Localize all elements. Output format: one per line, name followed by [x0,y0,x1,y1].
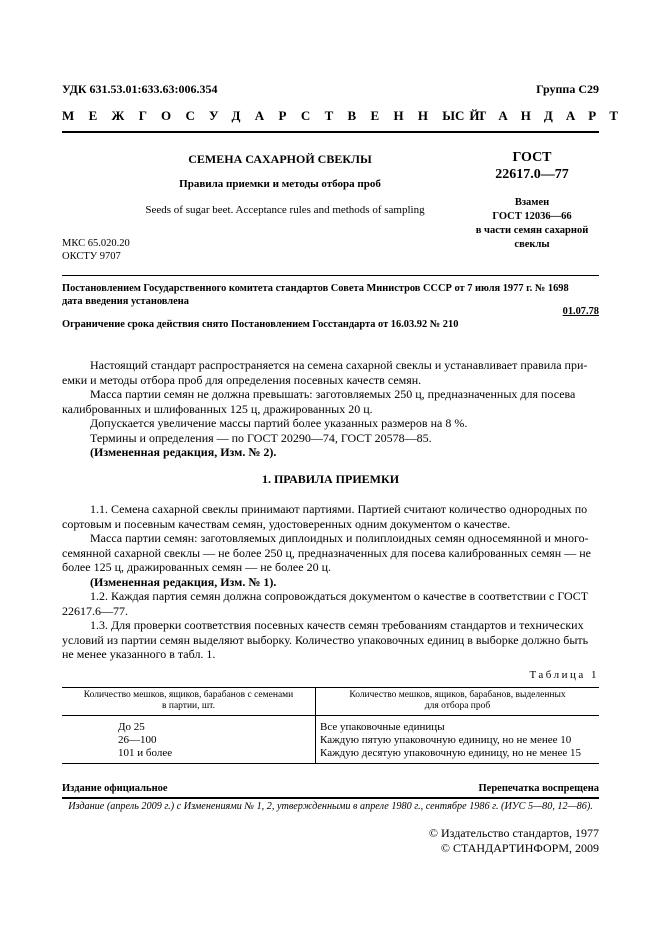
table-row: 26—100 [118,734,157,746]
table1-top-rule [62,687,599,688]
intro-text [62,358,599,460]
banner-interstate: МЕЖГОСУДАРСТВЕННЫЙ [62,108,494,123]
replaces-note: в части семян сахарной [475,225,589,236]
udk-code: УДК 631.53.01:633.63:006.354 [62,82,218,96]
table1-header-sample-line1: Количество мешков, ящиков, барабанов, выделенных [349,690,566,700]
limit-removed-note: Ограничение срока действия снято Постановлением Госстандарта от 16.03.92 № 210 [62,319,459,330]
intro-p4: Термины и определения — по ГОСТ 20290—74, ГОСТ 20578—85. [90,430,432,445]
table-row: 101 и более [118,747,173,759]
doc-title-en: Seeds of sugar beet. Acceptance rules and methods of sampling [145,204,425,216]
doc-title: СЕМЕНА САХАРНОЙ СВЕКЛЫ [188,152,372,166]
table1-header-sample [316,690,599,712]
clause-1-2-line1: 1.2. Каждая партия семян должна сопровождаться документом о качестве в соответствии с ГОСТ [90,589,589,603]
intro-p3: Допускается увеличение массы партий более указанных размеров на 8 %. [90,416,468,430]
decree-text: Постановлением Государственного комитета стандартов Совета Министров СССР от 7 июля 1977 г. № 1698 [62,283,569,294]
intro-amendment: (Измененная редакция, Изм. № 2). [90,445,277,459]
title-rule [62,275,599,276]
clause-1-1-line4: семянной сахарной свеклы — не более 250 ц, предназначенных для посева калиброванных семян — не [62,545,591,560]
table-row: Все упаковочные единицы [320,721,445,733]
table1-col-sample [320,721,581,760]
replaces-gost: ГОСТ 12036—66 [492,211,572,222]
gost-label: ГОСТ [512,150,552,165]
table-row: Каждую пятую упаковочную единицу, но не менее 10 [320,734,572,746]
table1-header-rule [62,715,599,716]
table1-header-quantity-line1: Количество мешков, ящиков, барабанов с семенами [83,690,294,700]
replaces-label: Взамен [514,197,550,208]
clause-1-1-line1: 1.1. Семена сахарной свеклы принимают партиями. Партией считают количество однородных по [90,502,588,516]
clause-1-1-line3: Масса партии семян: заготовляемых диплоидных и полиплоидных семян односемянной и много- [90,531,589,545]
reprint-prohibited: Перепечатка воспрещена [478,783,599,794]
table1-header-quantity [62,690,315,712]
mks-code: МКС 65.020.20 [62,238,130,249]
intro-date: 01.07.78 [562,306,599,317]
table-row: До 25 [118,721,145,733]
gost-number: 22617.0—77 [495,167,569,182]
banner-standard: СТАНДАРТ [455,108,632,123]
table-row: Каждую десятую упаковочную единицу, но не менее 15 [320,747,582,759]
section1-text [62,502,599,662]
clause-1-1-line5: более 125 ц, дражированных семян — не более 20 ц. [62,560,331,574]
footer-rule [62,797,599,799]
decree-intro-date-label: дата введения установлена [62,296,189,307]
intro-p1-line2: емки и методы отбора проб для определения посевных качеств семян. [62,372,422,387]
clause-1-1-amendment: (Измененная редакция, Изм. № 1). [90,574,277,589]
clause-1-3-line3: не менее указанного в табл. 1. [62,647,216,661]
official-edition: Издание официальное [62,783,168,794]
copyright-standartinform: © СТАНДАРТИНФОРМ, 2009 [440,841,599,855]
table1-col-quantity [118,721,172,760]
clause-1-3-line1: 1.3. Для проверки соответствия посевных качеств семян требованиям стандартов и технических [90,618,584,632]
table1-caption: Таблица 1 [529,669,599,681]
clause-1-2-line2: 22617.6—77. [62,603,128,618]
intro-p1-line1: Настоящий стандарт распространяется на семена сахарной свеклы и устанавливает правила при- [90,358,588,372]
clause-1-1-line2: сортовым и посевным качествам семян, удостоверенных одним документом о качестве. [62,516,511,531]
doc-subtitle: Правила приемки и методы отбора проб [179,178,381,190]
table1-bottom-rule [62,763,599,764]
okstu-code: ОКСТУ 9707 [62,251,121,262]
clause-1-3-line2: условий из партии семян выделяют выборку. Количество упаковочных единиц в выборке должно быть [62,632,589,647]
replaces-note-2: свеклы [514,239,550,250]
intro-p2-line2: калиброванных и шлифованных 125 ц, дражированных 20 ц. [62,401,373,416]
table1-header-sample-line2: для отбора проб [424,701,491,711]
intro-p2-line1: Масса партии семян не должна превышать: заготовляемых 250 ц, предназначенных для посева [90,387,576,401]
section1-heading: 1. ПРАВИЛА ПРИЕМКИ [261,472,400,486]
table1-header-quantity-line2: в партии, шт. [162,701,215,711]
group-code: Группа С29 [536,82,599,96]
copyright-publisher: © Издательство стандартов, 1977 [428,826,599,840]
edition-note: Издание (апрель 2009 г.) с Изменениями № 1, 2, утвержденными в апреле 1980 г., сентябре 1986 г. (ИУС 5—80, 12—86). [68,801,593,812]
header-rule [62,131,599,133]
